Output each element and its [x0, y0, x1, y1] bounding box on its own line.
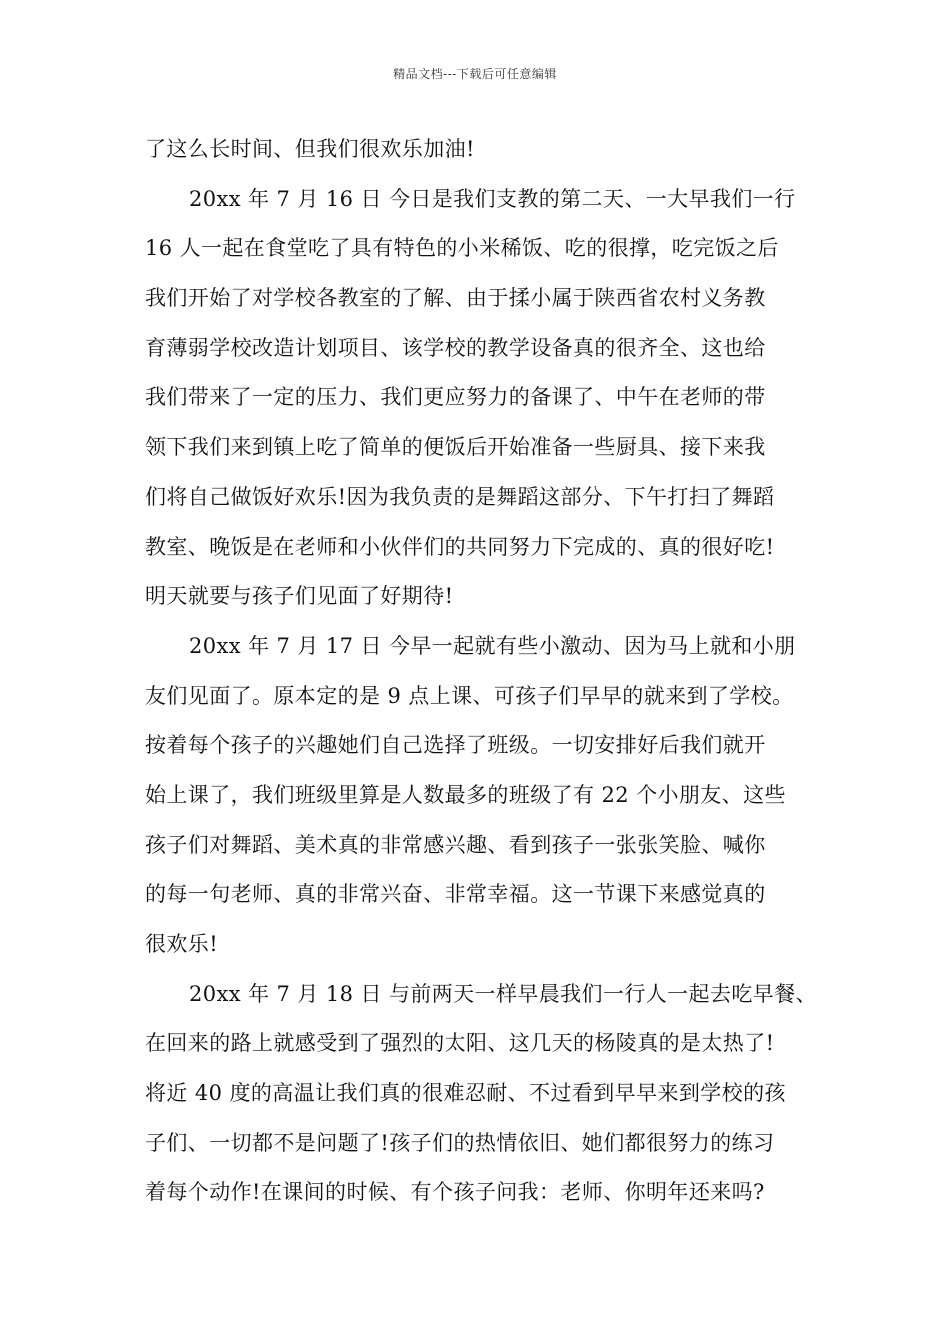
text-line: 子们、一切都不是问题了!孩子们的热情依旧、她们都很努力的练习	[145, 1130, 775, 1155]
text-line: 明天就要与孩子们见面了好期待!	[145, 584, 454, 609]
page-header: 精品文档---下载后可任意编辑	[393, 67, 557, 81]
text-line: 们将自己做饭好欢乐!因为我负责的是舞蹈这部分、下午打扫了舞蹈	[145, 484, 775, 509]
text-line: 了这么长时间、但我们很欢乐加油!	[145, 137, 475, 161]
text-line: 很欢乐!	[145, 932, 219, 956]
text-line: 的每一句老师、真的非常兴奋、非常幸福。这一节课下来感觉真的	[145, 882, 766, 907]
text-line: 20xx 年 7 月 18 日 与前两天一样早晨我们一行人一起去吃早餐、	[189, 981, 817, 1006]
document-body	[145, 125, 845, 1218]
text-line: 孩子们对舞蹈、美术真的非常感兴趣、看到孩子一张张笑脸、喊你	[145, 832, 766, 857]
text-line: 我们带来了一定的压力、我们更应努力的备课了、中午在老师的带	[145, 385, 766, 410]
text-line: 我们开始了对学校各教室的了解、由于揉小属于陕西省农村义务教	[145, 286, 766, 311]
text-line: 20xx 年 7 月 17 日 今早一起就有些小激动、因为马上就和小朋	[189, 633, 796, 658]
text-line: 16 人一起在食堂吃了具有特色的小米稀饭、吃的很撑，吃完饭之后	[145, 236, 779, 261]
text-line: 着每个动作!在课间的时候、有个孩子问我：老师、你明年还来吗?	[145, 1180, 765, 1205]
text-line: 将近 40 度的高温让我们真的很难忍耐、不过看到早早来到学校的孩	[145, 1081, 786, 1106]
text-line: 在回来的路上就感受到了强烈的太阳、这几天的杨陵真的是太热了!	[145, 1031, 775, 1056]
text-line: 20xx 年 7 月 16 日 今日是我们支教的第二天、一大早我们一行	[189, 186, 796, 211]
text-line: 领下我们来到镇上吃了简单的便饭后开始准备一些厨具、接下来我	[145, 435, 766, 460]
text-line: 始上课了，我们班级里算是人数最多的班级了有 22 个小朋友、这些	[145, 782, 786, 807]
text-line: 育薄弱学校改造计划项目、该学校的教学设备真的很齐全、这也给	[145, 335, 766, 360]
text-line: 按着每个孩子的兴趣她们自己选择了班级。一切安排好后我们就开	[145, 733, 766, 758]
text-line: 教室、晚饭是在老师和小伙伴们的共同努力下完成的、真的很好吃!	[145, 534, 775, 559]
text-line: 友们见面了。原本定的是 9 点上课、可孩子们早早的就来到了学校。	[145, 683, 794, 708]
